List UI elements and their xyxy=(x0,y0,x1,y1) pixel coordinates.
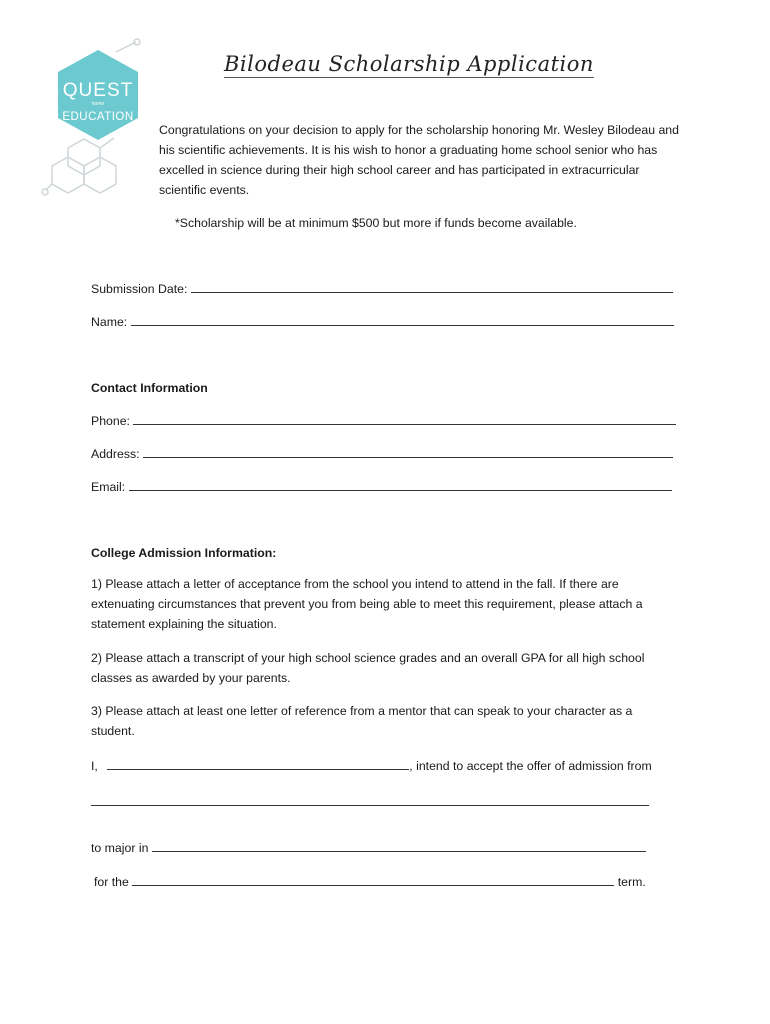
term-field[interactable] xyxy=(94,872,646,892)
college-item-3: 3) Please attach at least one letter of reference from a mentor that can speak to your character as a student. xyxy=(91,704,633,738)
email-label: Email: xyxy=(91,480,126,494)
major-line[interactable] xyxy=(152,839,646,852)
applicant-name-line[interactable] xyxy=(107,757,409,770)
contact-heading: Contact Information xyxy=(91,381,208,395)
term-suffix: term. xyxy=(617,875,646,889)
name-line[interactable] xyxy=(131,313,674,326)
term-line[interactable] xyxy=(132,873,614,886)
school-name-line[interactable] xyxy=(91,793,649,806)
email-line[interactable] xyxy=(129,478,672,491)
intend-statement[interactable] xyxy=(91,756,652,776)
major-prefix: to major in xyxy=(91,841,149,855)
address-field[interactable] xyxy=(91,444,673,464)
intend-text: , intend to accept the offer of admission from xyxy=(409,759,652,773)
address-line[interactable] xyxy=(143,445,673,458)
logo-line1: QUEST xyxy=(62,80,134,101)
i-prefix: I, xyxy=(91,759,98,773)
college-item-1: 1) Please attach a letter of acceptance from the school you intend to attend in the fall. If there are extenuating circumstances that prevent you from being able to meet this requirement, please attach a statement explaining the situation. xyxy=(91,577,643,631)
phone-line[interactable] xyxy=(133,412,676,425)
email-field[interactable] xyxy=(91,477,672,497)
college-item-2: 2) Please attach a transcript of your high school science grades and an overall GPA for all high school classes as awarded by your parents. xyxy=(91,651,645,685)
scholarship-note: *Scholarship will be at minimum $500 but more if funds become available. xyxy=(175,216,577,230)
logo-line2: EDUCATION xyxy=(62,111,134,123)
college-heading: College Admission Information: xyxy=(91,546,277,560)
address-label: Address: xyxy=(91,447,140,461)
quest-education-logo xyxy=(38,38,158,198)
for-prefix: for the xyxy=(94,875,129,889)
intro-paragraph: Congratulations on your decision to apply for the scholarship honoring Mr. Wesley Bilodeau and his scientific achievements. It is his wish to honor a graduating home school senior who has excelled in science during their high school career and has participated in extracurricular scientific events. xyxy=(159,123,679,197)
logo-tagline: home xyxy=(91,101,105,107)
major-field[interactable] xyxy=(91,838,646,858)
name-field[interactable] xyxy=(91,312,674,332)
school-field[interactable] xyxy=(91,792,649,812)
phone-field[interactable] xyxy=(91,411,676,431)
submission-date-line[interactable] xyxy=(191,280,673,293)
document-title: Bilodeau Scholarship Application xyxy=(224,52,594,76)
name-label: Name: xyxy=(91,315,128,329)
submission-date-label: Submission Date: xyxy=(91,282,188,296)
phone-label: Phone: xyxy=(91,414,130,428)
submission-date-field[interactable] xyxy=(91,279,673,299)
